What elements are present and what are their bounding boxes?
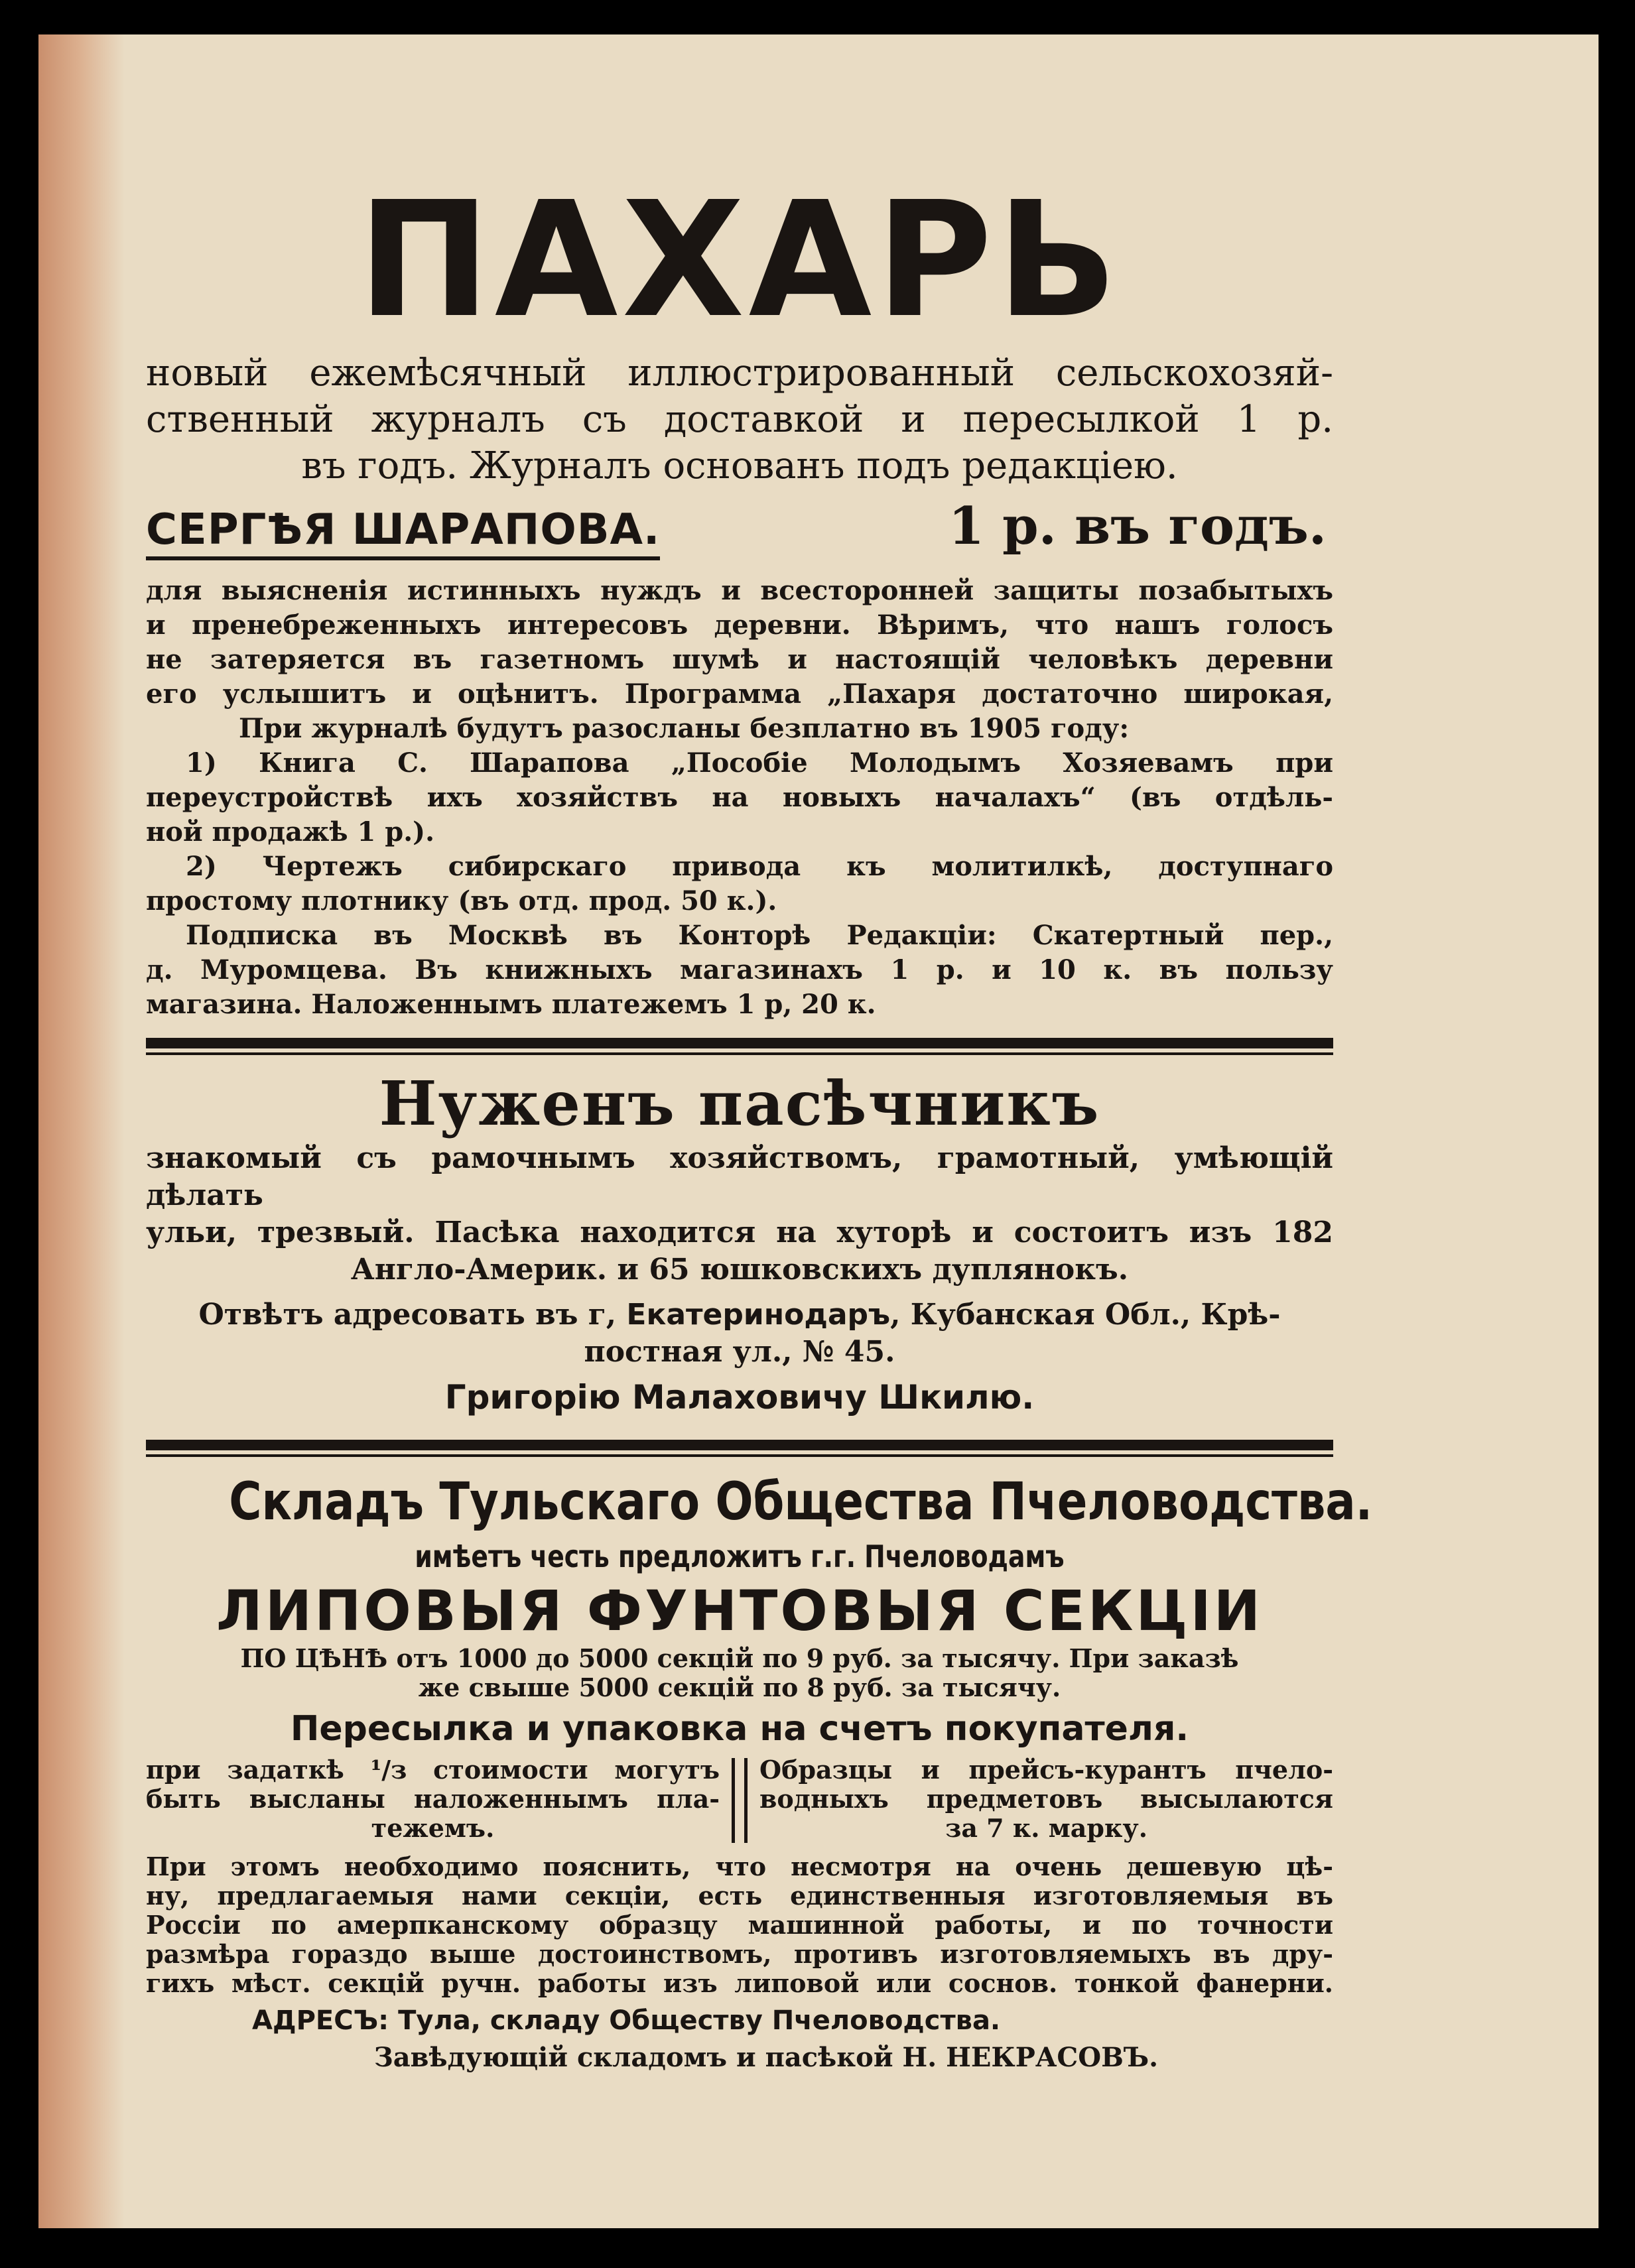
ad2-signature: Григорію Малаховичу Шкилю. <box>444 1378 1035 1417</box>
ad3-left-line: быть высланы наложеннымъ пла- <box>146 1784 720 1814</box>
ad2-body <box>146 1140 1333 1371</box>
ad3-product: ЛИПОВЫЯ ФУНТОВЫЯ СЕКЦІИ <box>216 1578 1263 1643</box>
advertisement-column <box>146 167 1373 2076</box>
ad1-lead-line: ственный журналъ съ доставкой и пересылкой 1 р. <box>146 398 1333 441</box>
ad1-body-line: не затеряется въ газетномъ шумѣ и настоящій человѣкъ деревни <box>146 644 1333 675</box>
ad3-body-line: Россіи по амерпканскому образцу машинной работы, и по точности <box>146 1910 1333 1940</box>
ad-tula-beekeeping-depot <box>146 1469 1373 2076</box>
ad3-body <box>146 1852 1333 1998</box>
ad1-lead <box>146 350 1333 489</box>
ad2-address-line2: постная ул., № 45. <box>584 1335 895 1369</box>
ad1-body-line: простому плотнику (въ отд. прод. 50 к.). <box>146 885 777 916</box>
ad3-right-line: водныхъ предметовъ высылаются <box>759 1784 1333 1814</box>
ad3-subtitle: имѣетъ честь предложитъ г.г. Пчеловодамъ <box>415 1539 1065 1574</box>
masthead-title: ПАХАРЬ <box>357 167 1122 353</box>
ad-pakhar <box>146 167 1333 1022</box>
ad3-right-line: за 7 к. марку. <box>945 1813 1147 1843</box>
page-fold-shadow <box>38 34 125 2228</box>
ad1-body-line: его услышитъ и оцѣнитъ. Программа „Пахаря достаточно широкая, <box>146 678 1333 710</box>
ad3-body-line: размѣра гораздо выше достоинствомъ, противъ изготовляемыхъ въ дру- <box>146 1939 1333 1969</box>
ad3-title: Складъ Тульскаго Общества Пчеловодства. <box>229 1472 1373 1532</box>
section-divider <box>146 1038 1333 1048</box>
ad-beekeeper-wanted <box>146 1067 1333 1424</box>
ad2-title: Нуженъ пасѣчникъ <box>379 1068 1100 1139</box>
section-divider <box>146 1440 1333 1450</box>
ad1-body-line: и пренебреженныхъ интересовъ деревни. Вѣримъ, что нашъ голосъ <box>146 609 1333 641</box>
ad3-manager: Завѣдующій складомъ и пасѣкой Н. НЕКРАСОВЪ. <box>373 2042 1159 2073</box>
ad1-body-line: 2) Чертежъ сибирскаго привода къ молитилкѣ, доступнаго <box>186 851 1333 882</box>
journal-page <box>38 34 1599 2228</box>
ad1-body-line: магазина. Наложеннымъ платежемъ 1 р, 20 к. <box>146 989 876 1020</box>
ad2-body-line: ульи, трезвый. Пасѣка находится на хуторѣ и состоитъ изъ 182 <box>146 1216 1333 1249</box>
ad1-body-line: для выясненія истинныхъ нуждъ и всесторонней защиты позабытыхъ <box>146 575 1333 606</box>
ad3-body-line: гихъ мѣст. секцій ручн. работы изъ липовой или соснов. тонкой фанерни. <box>146 1968 1333 1998</box>
ad1-lead-line: въ годъ. Журналъ основанъ подъ редакціею. <box>301 444 1178 487</box>
ad3-right-line: Образцы и прейсъ-курантъ пчело- <box>759 1755 1333 1785</box>
ad3-address: АДРЕСЪ: Тула, складу Обществу Пчеловодства. <box>252 2005 1001 2036</box>
ad1-body <box>146 574 1333 1022</box>
ad3-price <box>146 1644 1333 1702</box>
ad2-body-line: Англо-Америк. и 65 юшковскихъ дуплянокъ. <box>350 1253 1129 1287</box>
ad1-body-line: ной продажѣ 1 р.). <box>146 816 434 848</box>
ad3-right-column <box>759 1755 1333 1843</box>
editor-price-row <box>146 496 1333 560</box>
ad3-shipping: Пересылка и упаковка на счетъ покупателя. <box>290 1709 1189 1749</box>
ad1-body-line: Подписка въ Москвѣ въ Конторѣ Редакціи: Скатертный пер., <box>186 920 1333 951</box>
ad2-address-rest: , Кубанская Обл., Крѣ- <box>890 1298 1281 1332</box>
ad1-body-line: переустройствѣ ихъ хозяйствъ на новыхъ началахъ“ (въ отдѣль- <box>146 782 1333 813</box>
section-divider-thin <box>146 1052 1333 1055</box>
subscription-price: 1 р. въ годъ. <box>948 496 1327 556</box>
column-separator <box>732 1758 748 1843</box>
ad2-address-city: Екатеринодаръ <box>626 1298 891 1332</box>
ad3-price-line: же свыше 5000 секцій по 8 руб. за тысячу. <box>418 1672 1061 1702</box>
ad3-body-line: При этомъ необходимо пояснить, что несмотря на очень дешевую цѣ- <box>146 1852 1333 1881</box>
ad3-left-column <box>146 1755 720 1843</box>
ad3-left-line: при задаткѣ ¹/з стоимости могутъ <box>146 1755 720 1785</box>
ad1-body-line: 1) Книга С. Шарапова „Пособіе Молодымъ Хозяевамъ при <box>186 747 1333 779</box>
ad3-price-line: ПО ЦѢНѢ отъ 1000 до 5000 секцій по 9 руб. за тысячу. При заказѣ <box>240 1643 1239 1673</box>
section-divider-thin <box>146 1454 1333 1457</box>
ad2-body-line: знакомый съ рамочнымъ хозяйствомъ, грамотный, умѣющій дѣлать <box>146 1141 1333 1212</box>
ad2-address <box>146 1296 1333 1334</box>
ad1-body-line: д. Муромцева. Въ книжныхъ магазинахъ 1 р. и 10 к. въ пользу <box>146 954 1333 985</box>
ad3-left-line: тежемъ. <box>371 1813 495 1843</box>
ad1-lead-line: новый ежемѣсячный иллюстрированный сельскохозяй- <box>146 351 1333 395</box>
ad3-columns <box>146 1755 1333 1843</box>
editor-name: СЕРГѢЯ ШАРАПОВА. <box>146 505 660 560</box>
ad2-address-prefix: Отвѣтъ адресовать въ г, <box>198 1298 627 1332</box>
ad3-body-line: ну, предлагаемыя нами секціи, есть единственныя изготовляемыя въ <box>146 1881 1333 1911</box>
ad1-body-line: При журналѣ будутъ разосланы безплатно въ 1905 году: <box>239 713 1130 744</box>
